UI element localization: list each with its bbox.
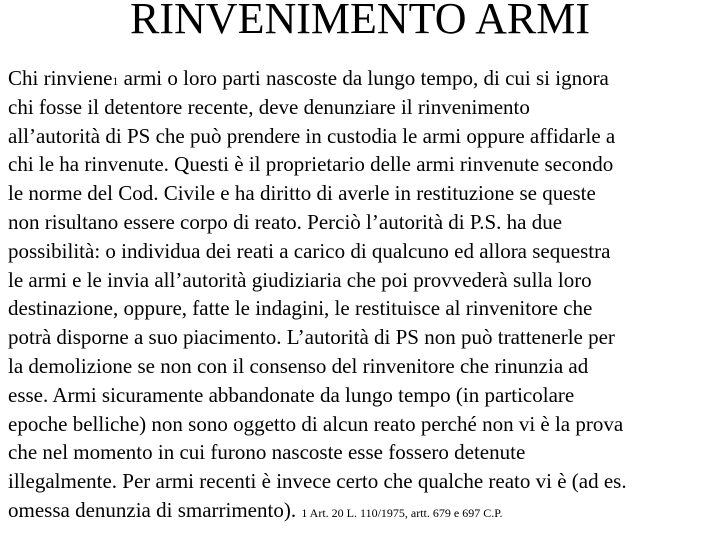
text-line: le norme del Cod. Civile e ha diritto di averle in restituzione se queste xyxy=(8,181,596,206)
text-line: che nel momento in cui furono nascoste esse fossero detenute xyxy=(8,440,526,465)
body-paragraph xyxy=(8,64,720,525)
text-line: esse. Armi sicuramente abbandonate da lungo tempo (in particolare xyxy=(8,382,575,407)
text-line: destinazione, oppure, fatte le indagini, le restituisce al rinvenitore che xyxy=(8,296,593,321)
text-line: epoche belliche) non sono oggetto di alcun reato perché non vi è la prova xyxy=(8,411,624,436)
text-line: le armi e le invia all’autorità giudiziaria che poi provvederà sulla loro xyxy=(8,267,592,292)
slide-title: RINVENIMENTO ARMI xyxy=(130,0,590,43)
footnote-text: 1 Art. 20 L. 110/1975, artt. 679 e 697 C.P. xyxy=(301,505,503,520)
text-line: all’autorità di PS che può prendere in custodia le armi oppure affidarle a xyxy=(8,123,616,148)
text-line: possibilità: o individua dei reati a carico di qualcuno ed allora sequestra xyxy=(8,238,611,263)
text-line: la demolizione se non con il consenso del rinvenitore che rinunzia ad xyxy=(8,353,589,378)
text-line xyxy=(8,496,720,525)
text-segment: Chi rinviene xyxy=(8,66,113,90)
text-line: chi le ha rinvenute. Questi è il proprietario delle armi rinvenute secondo xyxy=(8,152,614,177)
text-line: potrà disporne a suo piacimento. L’autorità di PS non può trattenerle per xyxy=(8,325,615,350)
text-segment: omessa denunzia di smarrimento). xyxy=(8,497,302,522)
text-line xyxy=(8,64,720,93)
footnote-marker: 1 xyxy=(112,74,119,88)
text-line: illegalmente. Per armi recenti è invece certo che qualche reato vi è (ad es. xyxy=(8,469,627,494)
text-line: chi fosse il detentore recente, deve denunziare il rinvenimento xyxy=(8,94,530,119)
text-line: non risultano essere corpo di reato. Perciò l’autorità di P.S. ha due xyxy=(8,209,563,234)
text-segment: armi o loro parti nascoste da lungo tempo, di cui si ignora xyxy=(118,66,609,90)
